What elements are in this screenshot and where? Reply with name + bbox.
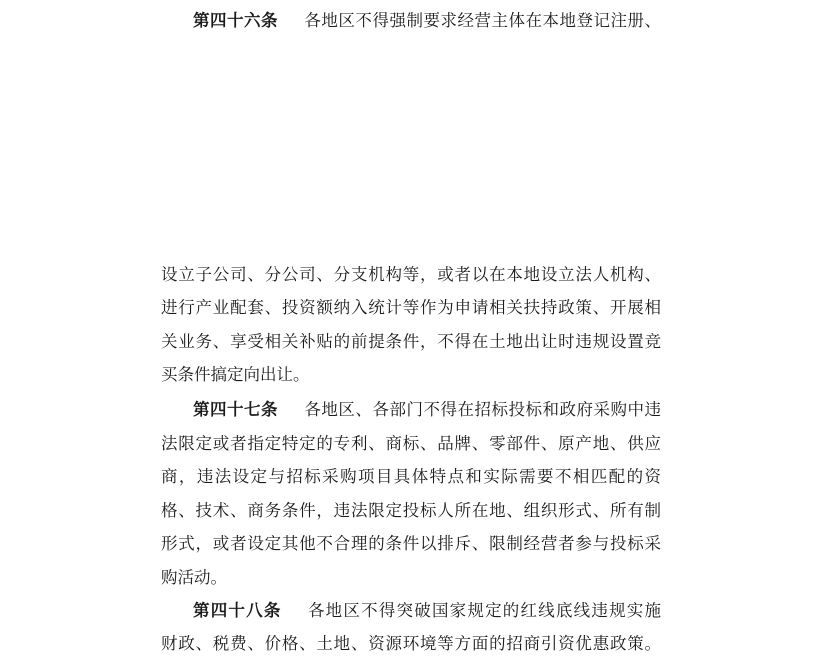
article-46-line-3: 进行产业配套、投资额纳入统计等作为申请相关扶持政策、开展相 — [161, 298, 661, 317]
article-48-text-1: 各地区不得突破国家规定的红线底线违规实施 — [307, 601, 662, 620]
article-47-line-6: 购活动。 — [161, 568, 227, 587]
article-46-line-4: 关业务、享受相关补贴的前提条件，不得在土地出让时违规设置竞 — [161, 332, 661, 351]
article-47-line-2: 法限定或者指定特定的专利、商标、品牌、零部件、原产地、供应 — [161, 434, 661, 453]
article-47-label: 第四十七条 — [193, 400, 279, 419]
article-46-line-2: 设立子公司、分公司、分支机构等，或者以在本地设立法人机构、 — [161, 265, 661, 284]
article-47-line-4: 格、技术、商务条件，违法限定投标人所在地、组织形式、所有制 — [161, 501, 661, 520]
article-48-label: 第四十八条 — [193, 601, 282, 620]
article-47-line-5: 形式，或者设定其他不合理的条件以排斥、限制经营者参与投标采 — [161, 534, 661, 553]
article-46-text-1: 各地区不得强制要求经营主体在本地登记注册、 — [304, 11, 662, 30]
article-46-line-1 — [193, 10, 661, 32]
article-47-line-3: 商，违法设定与招标采购项目具体特点和实际需要不相匹配的资 — [161, 467, 661, 486]
article-48-line-2: 财政、税费、价格、土地、资源环境等方面的招商引资优惠政策。 — [161, 634, 661, 653]
article-47-line-1 — [193, 399, 661, 421]
article-47-text-1: 各地区、各部门不得在招标投标和政府采购中违 — [304, 400, 662, 419]
article-46-label: 第四十六条 — [193, 11, 279, 30]
article-46-line-5: 买条件搞定向出让。 — [161, 365, 310, 384]
article-48-line-1 — [193, 600, 661, 622]
